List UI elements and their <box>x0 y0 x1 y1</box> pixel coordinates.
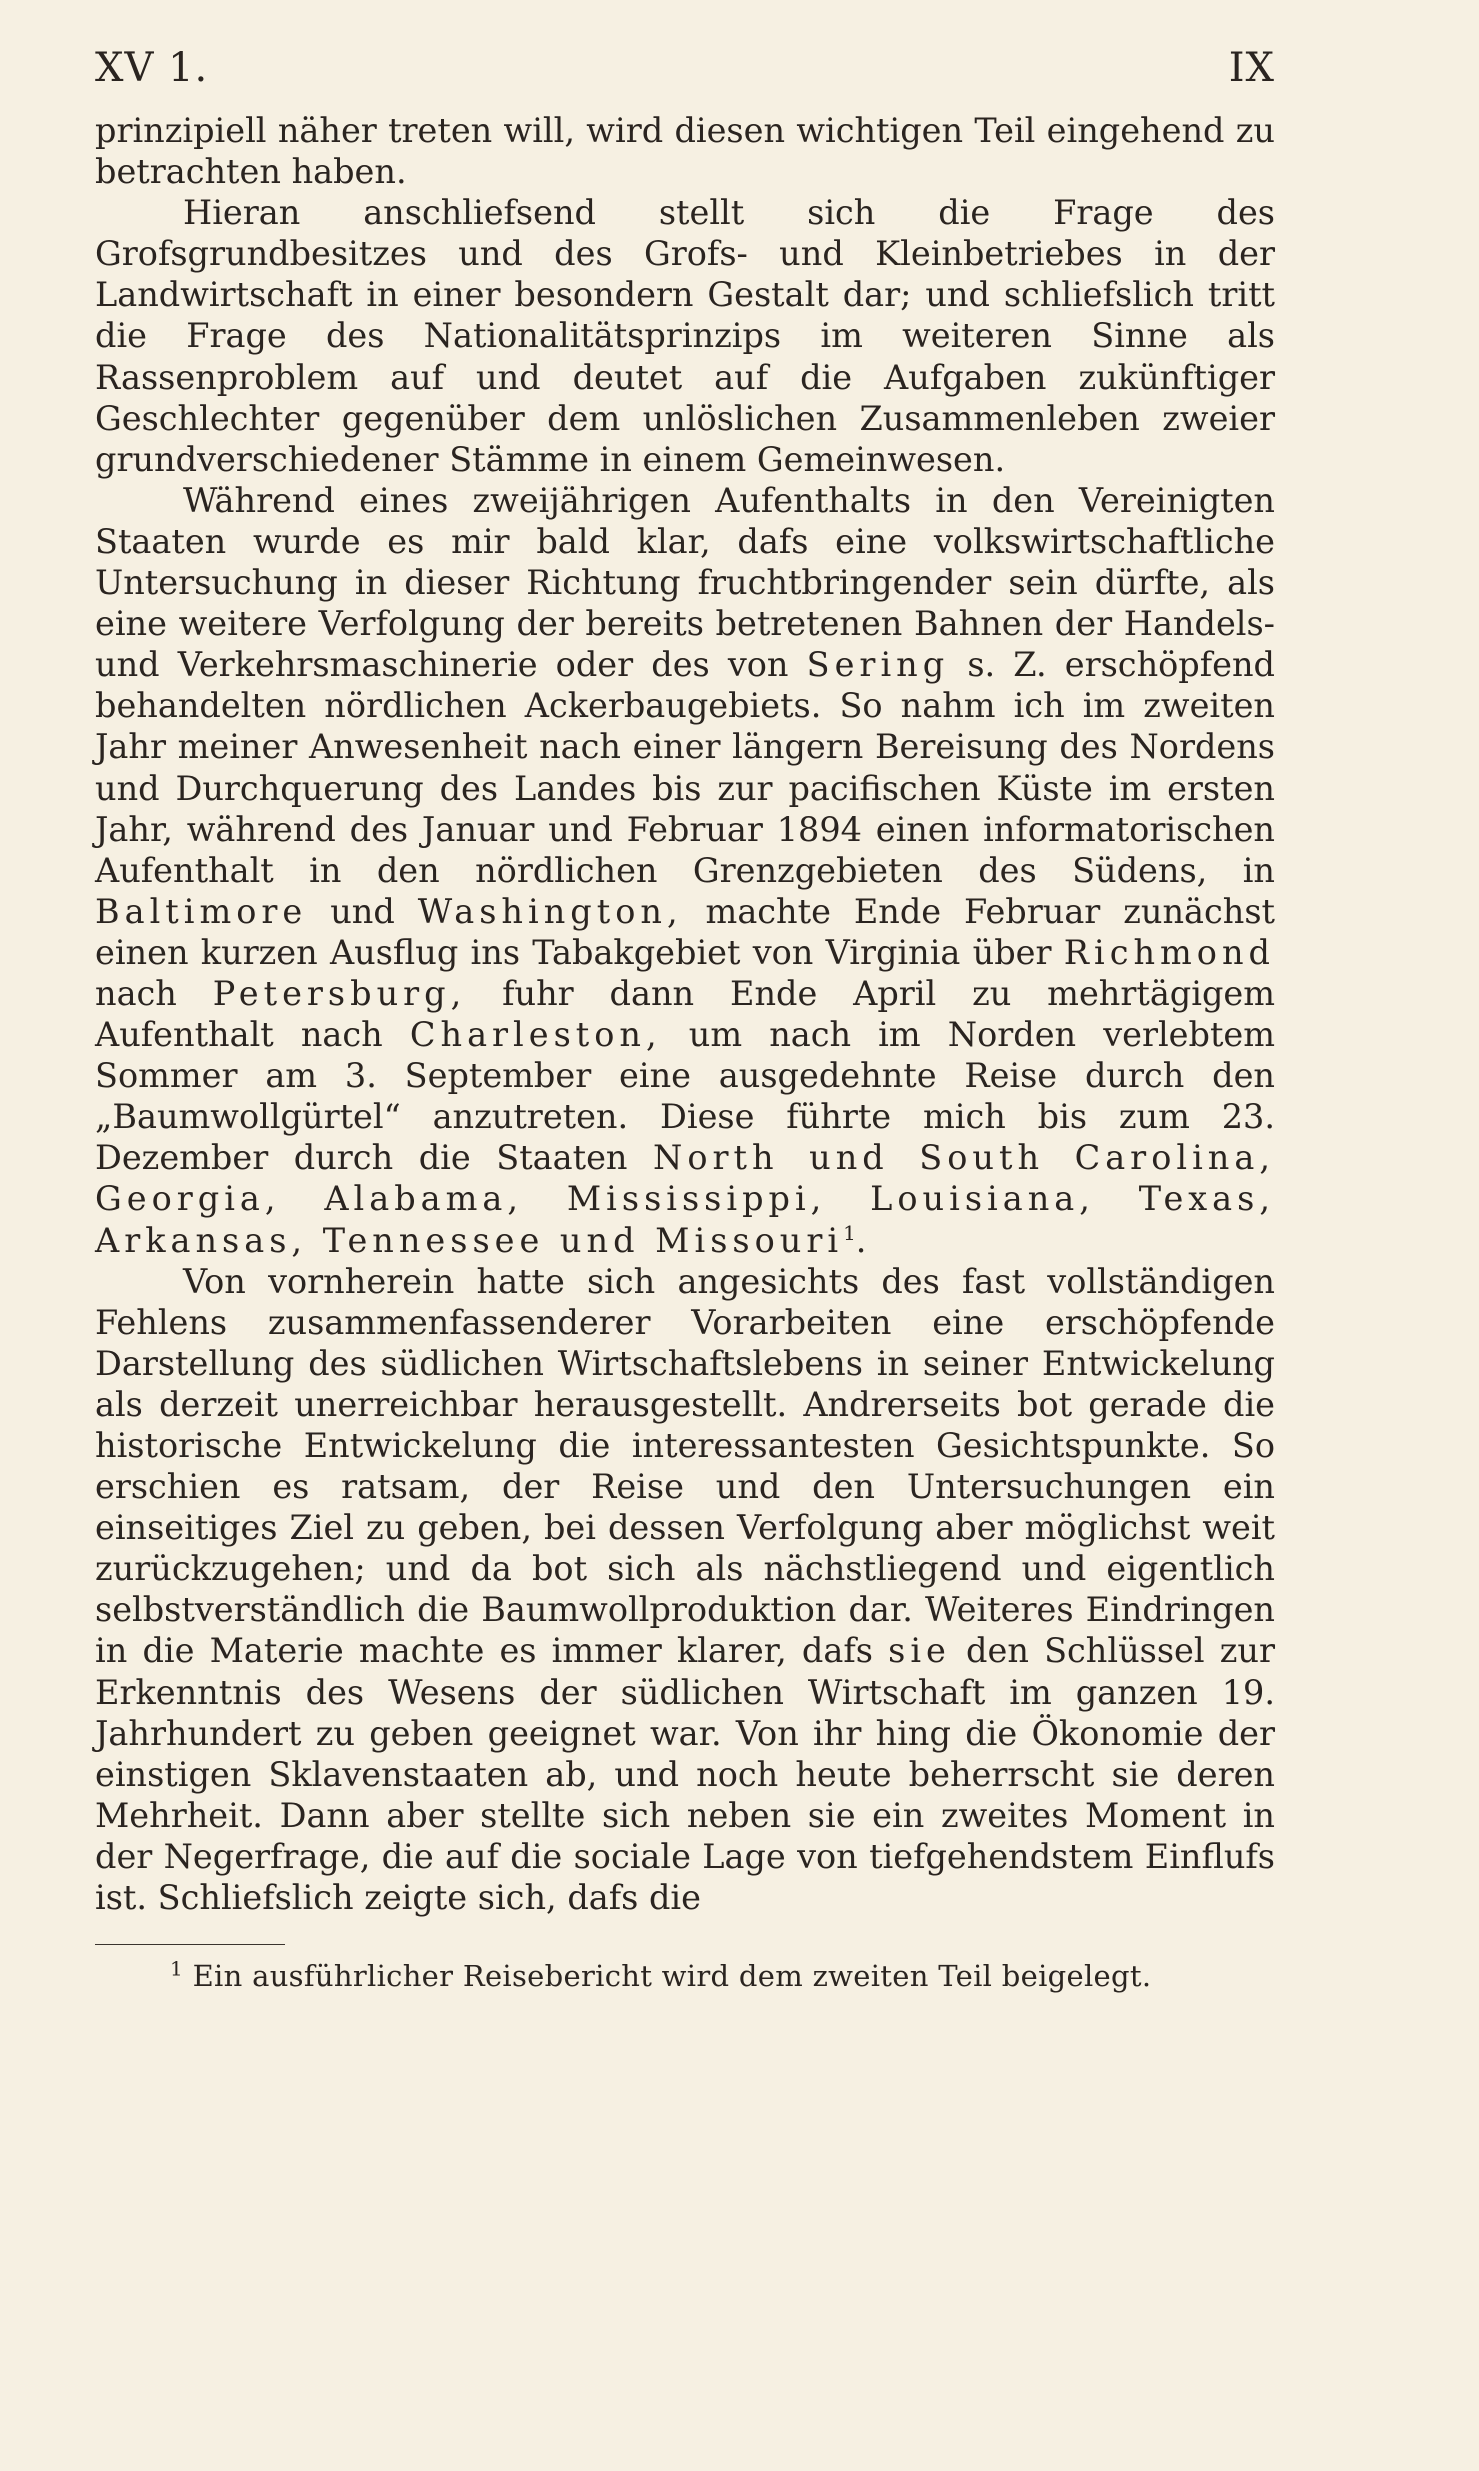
paragraph-3-text-c: und <box>330 891 395 931</box>
paragraph-3-text-g: um nach im Norden verlebtem Sommer am 3. September eine ausgedehnte Reise durch den „Baumwollgürtel“ anzutreten. Diese führte mich bis zum 23. Dezember durch die Staaten <box>95 1015 1275 1178</box>
paragraph-2: Hieran anschliefsend stellt sich die Frage des Grofsgrundbesitzes und des Grofs- und Kleinbetriebes in der Landwirtschaft in einer besondern Gestalt dar; und schliefslich tritt die Frage des Nationalitätsprinzips im weiteren Sinne als Rassenproblem auf und deutet auf die Aufgaben zukünftiger Geschlechter gegenüber dem unlöslichen Zusammenleben zweier grundverschiedener Stämme in einem Gemeinwesen. <box>95 193 1275 479</box>
footnote <box>95 1956 1275 1994</box>
page-number: IX <box>1228 45 1275 91</box>
footnote-divider <box>95 1944 285 1945</box>
paragraph-3-text-f: fuhr dann Ende April zu mehrtägigem Aufenthalt nach <box>95 973 1275 1055</box>
paragraph-3-text-b: s. Z. erschöpfend behandelten nördlichen Ackerbaugebiets. So nahm ich im zweiten Jahr meiner Anwesenheit nach einer längern Bereisung des Nordens und Durchquerung des Landes bis zur pacifischen Küste im ersten Jahr, während des Januar und Februar 1894 einen informatorischen Aufenthalt in den nördlichen Grenzgebieten des Südens, in <box>95 645 1275 890</box>
paragraph-4-text-b: den Schlüssel zur Erkenntnis des Wesens der südlichen Wirtschaft im ganzen 19. Jahrhundert zu geben geeignet war. Von ihr hing die Ökonomie der einstigen Sklavenstaaten ab, und noch heute beherrscht sie deren Mehrheit. Dann aber stellte sich neben sie ein zweites Moment in der Negerfrage, die auf die sociale Lage von tiefgehendstem Einflufs ist. Schliefslich zeigte sich, dafs die <box>95 1631 1275 1918</box>
body-text <box>95 110 1275 1918</box>
emphasis-sie: sie <box>888 1631 951 1671</box>
paragraph-3-text-e: nach <box>95 973 177 1013</box>
header-section-number: XV 1. <box>95 45 209 91</box>
book-page <box>95 40 1275 1993</box>
place-richmond: Richmond <box>1063 932 1275 972</box>
place-petersburg: Petersburg, <box>212 973 467 1013</box>
paragraph-3 <box>95 480 1275 1261</box>
paragraph-1: prinzipiell näher treten will, wird diesen wichtigen Teil eingehend zu betrachten haben. <box>95 111 1275 192</box>
place-baltimore: Baltimore <box>95 891 308 931</box>
running-header <box>95 40 1275 110</box>
place-washington: Washington, <box>417 891 683 931</box>
paragraph-4 <box>95 1261 1275 1919</box>
paragraph-3-text-h: . <box>855 1220 867 1260</box>
footnote-reference: 1 <box>843 1220 856 1245</box>
paragraph-3-text-a: Während eines zweijährigen Aufenthalts in den Vereinigten Staaten wurde es mir bald klar, dafs eine volkswirtschaftliche Untersuchung in dieser Richtung fruchtbringender sein dürfte, als eine weitere Verfolgung der bereits betretenen Bahnen der Handels- und Verkehrsmaschinerie oder des von <box>95 480 1275 685</box>
paragraph-3-text-d: machte Ende Februar zunächst einen kurzen Ausflug ins Tabakgebiet von Virginia über <box>95 891 1276 972</box>
name-sering: Sering <box>806 645 950 685</box>
footnote-text: Ein ausführlicher Reisebericht wird dem zweiten Teil beigelegt. <box>192 1959 1152 1994</box>
list-of-states: North und South Carolina, Georgia, Alabama, Mississippi, Louisiana, Texas, Arkansas, Tennessee und Missouri <box>95 1138 1275 1260</box>
footnote-marker: 1 <box>170 1956 184 1981</box>
paragraph-4-text-a: Von vornherein hatte sich angesichts des fast vollständigen Fehlens zusammenfassenderer Vorarbeiten eine erschöpfende Darstellung des südlichen Wirtschaftslebens in seiner Entwickelung als derzeit unerreichbar herausgestellt. Andrerseits bot gerade die historische Entwickelung die interessantesten Gesichtspunkte. So erschien es ratsam, der Reise und den Untersuchungen ein einseitiges Ziel zu geben, bei dessen Verfolgung aber möglichst weit zurückzugehen; und da bot sich als nächstliegend und eigentlich selbstverständlich die Baumwollproduktion dar. Weiteres Eindringen in die Materie machte es immer klarer, dafs <box>95 1261 1275 1671</box>
place-charleston: Charleston, <box>409 1015 662 1055</box>
